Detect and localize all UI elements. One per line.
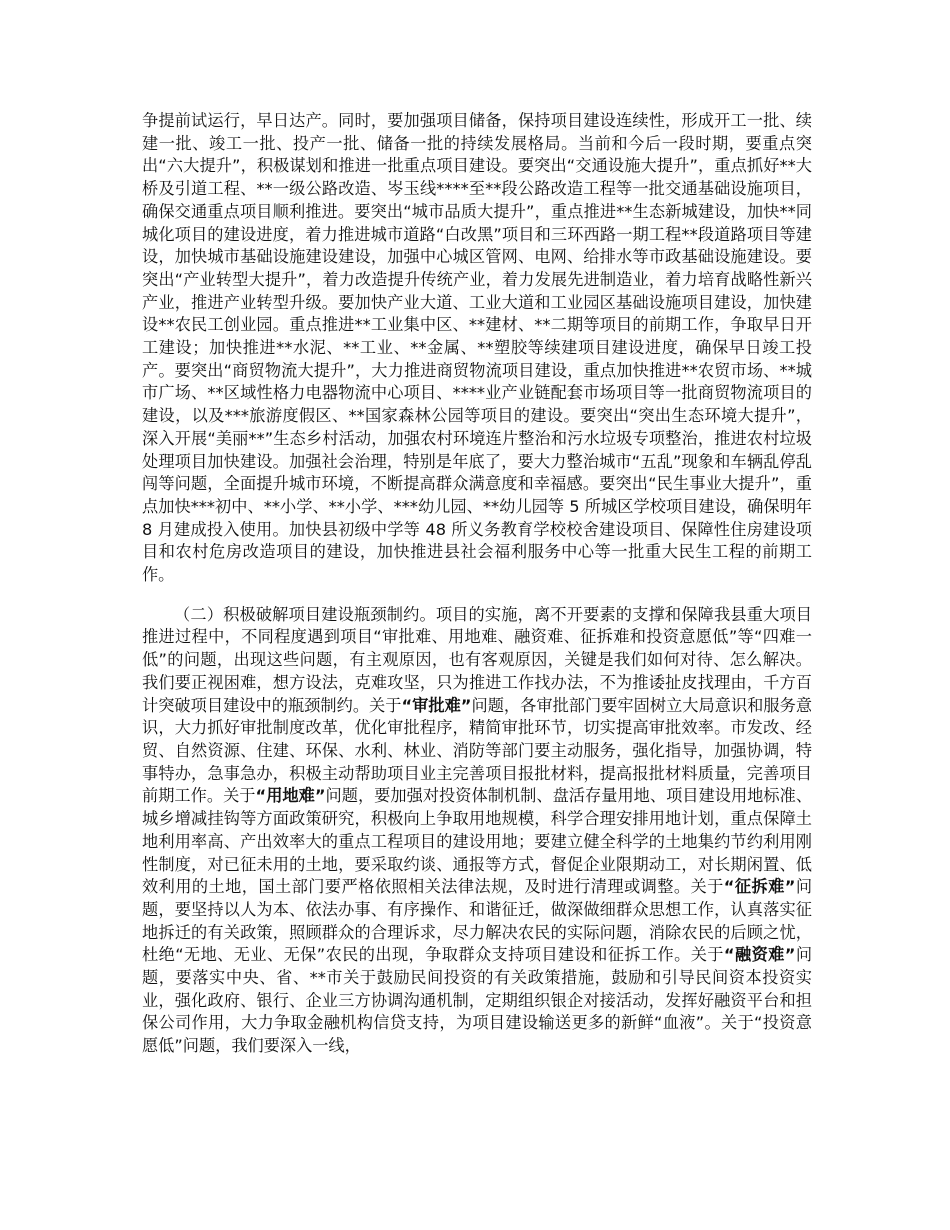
- paragraph-2-text: 问题，要坚持以人为本、依法办事、有序操作、和谐征迁，做深做细群众思想工作，认真落实征地拆迁的有关政策，照顾群众的合理诉求，尽力解决农民的实际问题，消除农民的后顾之忧，杜绝“无地、无业、无保”农民的出现，争取群众支持项目建设和征拆工作。关于: [142, 877, 813, 965]
- paragraph-1-text: 争提前试运行，早日达产。同时，要加强项目储备，保持项目建设连续性，形成开工一批、续建一批、竣工一批、投产一批、储备一批的持续发展格局。当前和今后一段时期，要重点突出“六大提升”，积极谋划和推进一批重点项目建设。要突出“交通设施大提升”，重点抓好**大桥及引道工程、**一级公路改造、岑玉线****至**段公路改造工程等一批交通基础设施项目，确保交通重点项目顺利推进。要突出“城市品质大提升”，重点推进**生态新城建设，加快**同城化项目的建设进度，着力推进城市道路“白改黑”项目和三环西路一期工程**段道路项目等建设，加快城市基础设施建设建设，加强中心城区管网、电网、给排水等市政基础设施建设。要突出“产业转型大提升”，着力改造提升传统产业，着力发展先进制造业，着力培育战略性新兴产业，推进产业转型升级。要加快产业大道、工业大道和工业园区基础设施项目建设，加快建设**农民工创业园。重点推进**工业集中区、**建材、**二期等项目的前期工作，争取早日开工建设；加快推进**水泥、**工业、**金属、**塑胶等续建项目建设进度，确保早日竣工投产。要突出“商贸物流大提升”，大力推进商贸物流项目建设，重点加快推进**农贸市场、**城市广场、**区域性格力电器物流中心项目、****业产业链配套市场项目等一批商贸物流项目的建设，以及***旅游度假区、**国家森林公园等项目的建设。要突出“突出生态环境大提升”，深入开展“美丽**”生态乡村活动，加强农村环境连片整治和污水垃圾专项整治，推进农村垃圾处理项目加快建设。加强社会治理，特别是年底了，要大力整治城市“五乱”现象和车辆乱停乱闯等问题，全面提升城市环境，不断提高群众满意度和幸福感。要突出“民生事业大提升”，重点加快***初中、**小学、**小学、***幼儿园、**幼儿园等 5 所城区学校项目建设，确保明年 8 月建成投入使用。加快县初级中学等 48 所义务教育学校校舍建设项目、保障性住房建设项目和农村危房改造项目的建设，加快推进县社会福利服务中心等一批重大民生工程的前期工作。: [142, 111, 812, 585]
- heading-shenpi-nan: “审批难”: [401, 695, 472, 715]
- heading-zhengchai-nan: “征拆难”: [723, 877, 796, 897]
- paragraph-2-text: 问题，要落实中央、省、**市关于鼓励民间投资的有关政策措施，鼓励和引导民间资本投资实业，强化政府、银行、企业三方协调沟通机制，定期组织银企对接活动，发挥好融资平台和担保公司作用，大力争取金融机构信贷支持，为项目建设输送更多的新鲜“血液”。关于“投资意愿低”问题，我们要深入一线，: [142, 945, 813, 1056]
- paragraph-1: [142, 110, 812, 587]
- heading-yongdi-nan: “用地难”: [255, 786, 326, 806]
- paragraph-2-text: 问题，要加强对投资体制机制、盘活存量用地、项目建设用地标准、城乡增减挂钩等方面政策研究，积极向上争取用地规模，科学合理安排用地计划，重点保障土地利用率高、产出效率大的重点工程项目的建设用地；要建立健全科学的土地集约节约利用刚性制度，对已征未用的土地，要采取约谈、通报等方式，督促企业限期动工，对长期闲置、低效利用的土地，国土部门要严格依照相关法律法规，及时进行清理或调整。关于: [142, 786, 813, 897]
- paragraph-2: [142, 604, 812, 1058]
- paragraph-2-text: 问题，各审批部门要牢固树立大局意识和服务意识，大力抓好审批制度改革，优化审批程序，精简审批环节，切实提高审批效率。市发改、经贸、自然资源、住建、环保、水利、林业、消防等部门要主动服务，强化指导，加强协调，特事特办，急事急办，积极主动帮助项目业主完善项目报批材料，提高报批材料质量，完善项目前期工作。关于: [142, 695, 813, 806]
- heading-rongzi-nan: “融资难”: [723, 945, 796, 965]
- paragraph-2-text: （二）积极破解项目建设瓶颈制约。项目的实施，离不开要素的支撑和保障我县重大项目推进过程中，不同程度遇到项目“审批难、用地难、融资难、征拆难和投资意愿低”等“四难一低”的问题，出现这些问题，有主观原因，也有客观原因，关键是我们如何对待、怎么解决。我们要正视困难，想方设法，克难攻坚，只为推进工作找办法，不为推诿扯皮找理由，千方百计突破项目建设中的瓶颈制约。关于: [142, 604, 812, 715]
